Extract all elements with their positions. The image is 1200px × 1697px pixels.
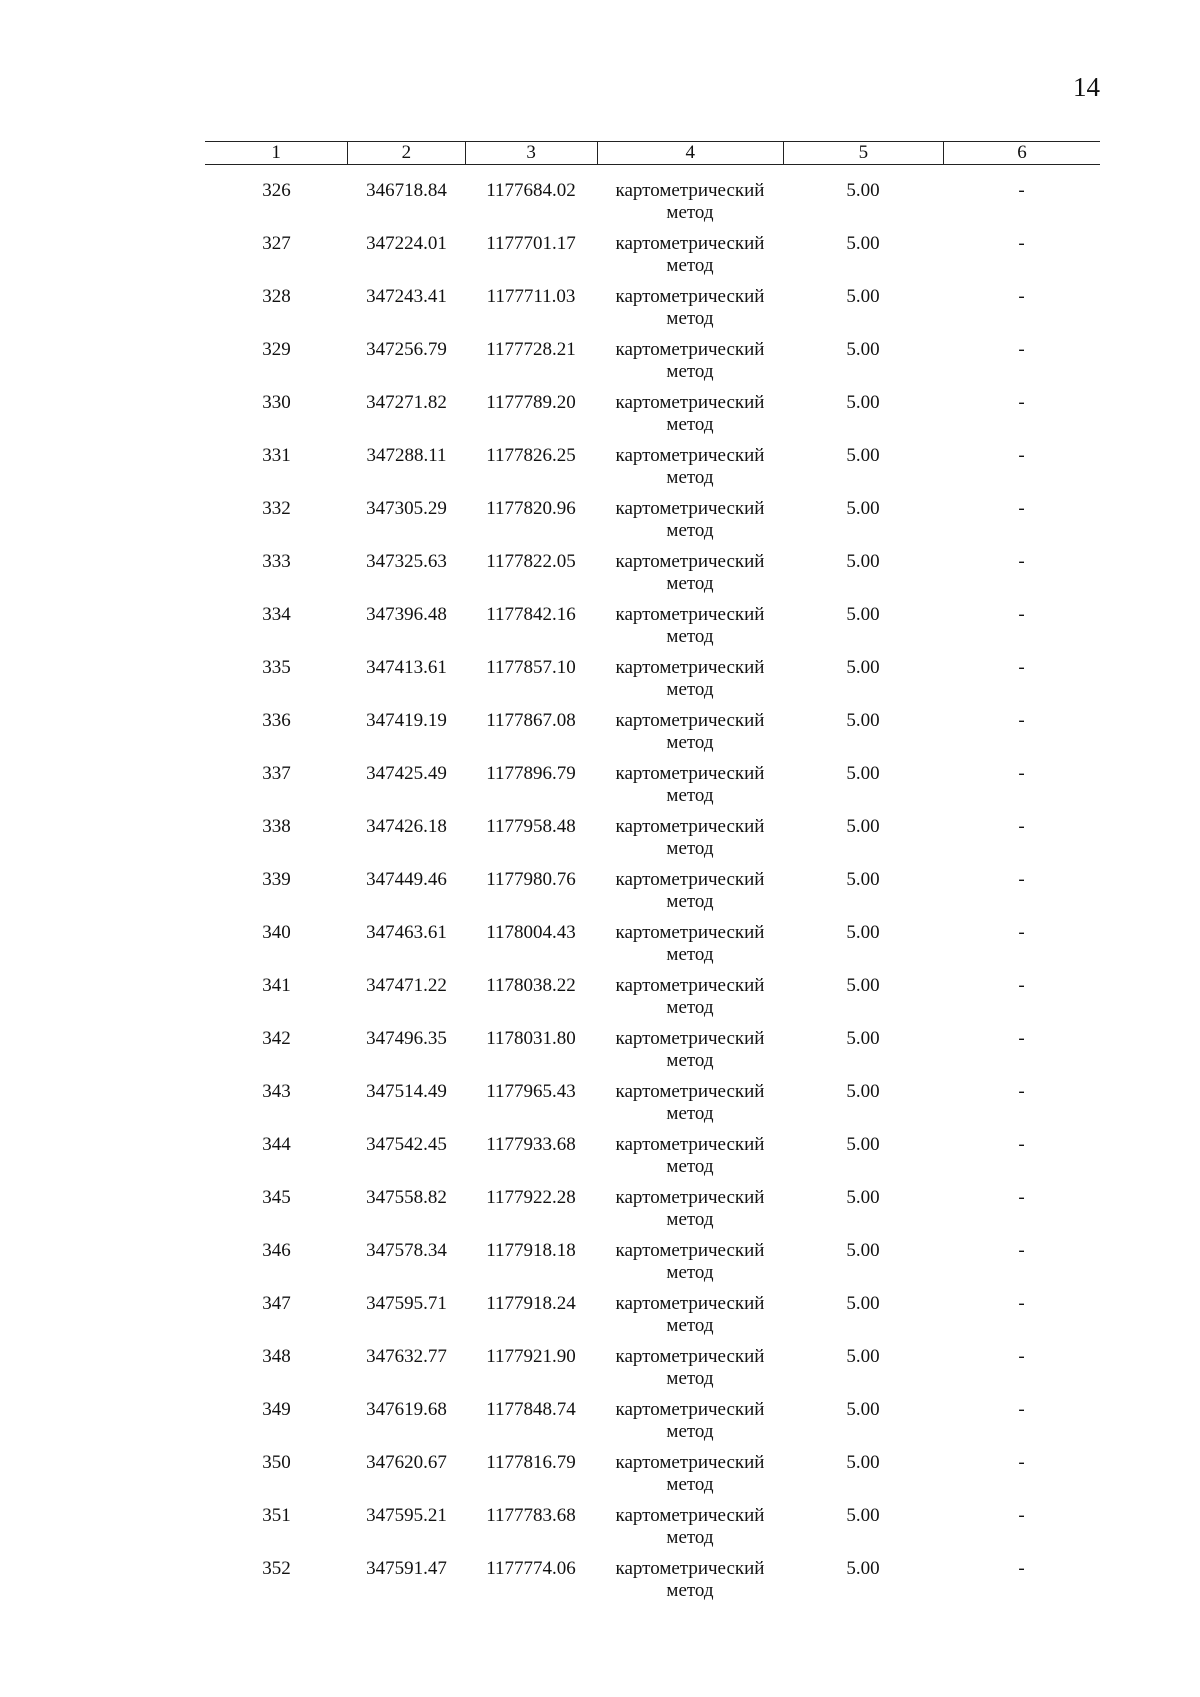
coordinate-x: 347591.47 bbox=[366, 1558, 447, 1579]
accuracy-value: 5.00 bbox=[846, 445, 880, 466]
point-number: 337 bbox=[262, 763, 291, 784]
coordinate-x: 347542.45 bbox=[366, 1134, 447, 1155]
accuracy-value: 5.00 bbox=[846, 1134, 880, 1155]
method-cell bbox=[597, 445, 783, 498]
table-row bbox=[205, 445, 1100, 498]
method-line-2: метод bbox=[666, 1262, 714, 1283]
accuracy-value: 5.00 bbox=[846, 551, 880, 572]
method-cell bbox=[597, 286, 783, 339]
coordinate-y: 1177822.05 bbox=[486, 551, 576, 572]
note-value: - bbox=[1018, 551, 1025, 572]
method-cell bbox=[597, 922, 783, 975]
method-cell bbox=[597, 1293, 783, 1346]
point-number: 342 bbox=[262, 1028, 291, 1049]
coordinate-y: 1177896.79 bbox=[486, 763, 576, 784]
header-col-4: 4 bbox=[598, 142, 784, 164]
table-row bbox=[205, 1240, 1100, 1293]
coordinate-y: 1177980.76 bbox=[486, 869, 576, 890]
table-row bbox=[205, 1346, 1100, 1399]
accuracy-value: 5.00 bbox=[846, 1240, 880, 1261]
accuracy-value: 5.00 bbox=[846, 286, 880, 307]
accuracy-value: 5.00 bbox=[846, 180, 880, 201]
method-line-1: картометрический bbox=[615, 1187, 765, 1208]
table-row bbox=[205, 1081, 1100, 1134]
method-line-2: метод bbox=[666, 467, 714, 488]
coordinate-y: 1177848.74 bbox=[486, 1399, 576, 1420]
coordinate-x: 347419.19 bbox=[366, 710, 447, 731]
table-row bbox=[205, 339, 1100, 392]
coordinate-x: 347619.68 bbox=[366, 1399, 447, 1420]
accuracy-value: 5.00 bbox=[846, 763, 880, 784]
method-line-2: метод bbox=[666, 1050, 714, 1071]
coordinate-x: 347449.46 bbox=[366, 869, 447, 890]
table-row bbox=[205, 710, 1100, 763]
coordinate-x: 347271.82 bbox=[366, 392, 447, 413]
coordinate-y: 1177783.68 bbox=[486, 1505, 576, 1526]
method-cell bbox=[597, 763, 783, 816]
method-line-1: картометрический bbox=[615, 1558, 765, 1579]
method-line-1: картометрический bbox=[615, 286, 765, 307]
method-line-1: картометрический bbox=[615, 1346, 765, 1367]
accuracy-value: 5.00 bbox=[846, 1505, 880, 1526]
accuracy-value: 5.00 bbox=[846, 816, 880, 837]
method-line-2: метод bbox=[666, 626, 714, 647]
table-row bbox=[205, 286, 1100, 339]
table-row bbox=[205, 1293, 1100, 1346]
method-line-1: картометрический bbox=[615, 1293, 765, 1314]
note-value: - bbox=[1018, 339, 1025, 360]
coordinate-y: 1177867.08 bbox=[486, 710, 576, 731]
point-number: 326 bbox=[262, 180, 291, 201]
method-line-2: метод bbox=[666, 573, 714, 594]
coordinate-x: 347426.18 bbox=[366, 816, 447, 837]
table-row bbox=[205, 1452, 1100, 1505]
coordinate-x: 346718.84 bbox=[366, 180, 447, 201]
method-cell bbox=[597, 233, 783, 286]
coordinate-x: 347256.79 bbox=[366, 339, 447, 360]
point-number: 341 bbox=[262, 975, 291, 996]
method-line-1: картометрический bbox=[615, 180, 765, 201]
note-value: - bbox=[1018, 604, 1025, 625]
point-number: 327 bbox=[262, 233, 291, 254]
point-number: 348 bbox=[262, 1346, 291, 1367]
coordinate-x: 347471.22 bbox=[366, 975, 447, 996]
table-body bbox=[205, 180, 1100, 1611]
point-number: 347 bbox=[262, 1293, 291, 1314]
coordinate-x: 347496.35 bbox=[366, 1028, 447, 1049]
table-row bbox=[205, 816, 1100, 869]
method-line-1: картометрический bbox=[615, 710, 765, 731]
method-line-1: картометрический bbox=[615, 445, 765, 466]
note-value: - bbox=[1018, 286, 1025, 307]
method-line-2: метод bbox=[666, 732, 714, 753]
method-cell bbox=[597, 498, 783, 551]
method-line-1: картометрический bbox=[615, 975, 765, 996]
table-row bbox=[205, 1505, 1100, 1558]
table-row bbox=[205, 1187, 1100, 1240]
point-number: 338 bbox=[262, 816, 291, 837]
note-value: - bbox=[1018, 1505, 1025, 1526]
method-line-2: метод bbox=[666, 520, 714, 541]
table-row bbox=[205, 763, 1100, 816]
note-value: - bbox=[1018, 445, 1025, 466]
point-number: 329 bbox=[262, 339, 291, 360]
accuracy-value: 5.00 bbox=[846, 1187, 880, 1208]
table-row bbox=[205, 922, 1100, 975]
coordinate-y: 1177711.03 bbox=[486, 286, 576, 307]
method-cell bbox=[597, 1187, 783, 1240]
note-value: - bbox=[1018, 1452, 1025, 1473]
method-line-1: картометрический bbox=[615, 1081, 765, 1102]
accuracy-value: 5.00 bbox=[846, 339, 880, 360]
coordinate-x: 347595.71 bbox=[366, 1293, 447, 1314]
coordinate-y: 1177958.48 bbox=[486, 816, 576, 837]
point-number: 350 bbox=[262, 1452, 291, 1473]
table-row bbox=[205, 1399, 1100, 1452]
header-col-5: 5 bbox=[784, 142, 944, 164]
note-value: - bbox=[1018, 922, 1025, 943]
coordinate-x: 347243.41 bbox=[366, 286, 447, 307]
accuracy-value: 5.00 bbox=[846, 1399, 880, 1420]
note-value: - bbox=[1018, 1558, 1025, 1579]
accuracy-value: 5.00 bbox=[846, 233, 880, 254]
method-line-2: метод bbox=[666, 1103, 714, 1124]
coordinate-y: 1177933.68 bbox=[486, 1134, 576, 1155]
accuracy-value: 5.00 bbox=[846, 1081, 880, 1102]
coordinate-y: 1177922.28 bbox=[486, 1187, 576, 1208]
coordinate-y: 1177918.18 bbox=[486, 1240, 576, 1261]
table-row bbox=[205, 498, 1100, 551]
note-value: - bbox=[1018, 498, 1025, 519]
table-row bbox=[205, 233, 1100, 286]
method-line-1: картометрический bbox=[615, 1452, 765, 1473]
accuracy-value: 5.00 bbox=[846, 657, 880, 678]
method-cell bbox=[597, 975, 783, 1028]
coordinate-x: 347514.49 bbox=[366, 1081, 447, 1102]
method-cell bbox=[597, 710, 783, 763]
method-line-1: картометрический bbox=[615, 604, 765, 625]
table-row bbox=[205, 657, 1100, 710]
method-line-1: картометрический bbox=[615, 1028, 765, 1049]
method-line-2: метод bbox=[666, 679, 714, 700]
method-line-2: метод bbox=[666, 1527, 714, 1548]
note-value: - bbox=[1018, 763, 1025, 784]
coordinate-y: 1177965.43 bbox=[486, 1081, 576, 1102]
point-number: 333 bbox=[262, 551, 291, 572]
coordinate-x: 347595.21 bbox=[366, 1505, 447, 1526]
method-line-2: метод bbox=[666, 414, 714, 435]
point-number: 334 bbox=[262, 604, 291, 625]
method-cell bbox=[597, 1399, 783, 1452]
method-cell bbox=[597, 1452, 783, 1505]
point-number: 349 bbox=[262, 1399, 291, 1420]
table-row bbox=[205, 869, 1100, 922]
note-value: - bbox=[1018, 1028, 1025, 1049]
note-value: - bbox=[1018, 1399, 1025, 1420]
coordinate-x: 347578.34 bbox=[366, 1240, 447, 1261]
point-number: 346 bbox=[262, 1240, 291, 1261]
note-value: - bbox=[1018, 1346, 1025, 1367]
note-value: - bbox=[1018, 657, 1025, 678]
coordinate-y: 1177701.17 bbox=[486, 233, 576, 254]
method-line-1: картометрический bbox=[615, 1240, 765, 1261]
note-value: - bbox=[1018, 1187, 1025, 1208]
note-value: - bbox=[1018, 1240, 1025, 1261]
method-line-1: картометрический bbox=[615, 392, 765, 413]
accuracy-value: 5.00 bbox=[846, 604, 880, 625]
note-value: - bbox=[1018, 180, 1025, 201]
point-number: 339 bbox=[262, 869, 291, 890]
method-line-2: метод bbox=[666, 1156, 714, 1177]
note-value: - bbox=[1018, 816, 1025, 837]
point-number: 344 bbox=[262, 1134, 291, 1155]
header-col-3: 3 bbox=[466, 142, 598, 164]
method-line-2: метод bbox=[666, 1580, 714, 1601]
coordinate-y: 1177789.20 bbox=[486, 392, 576, 413]
table-row bbox=[205, 1558, 1100, 1611]
table-header bbox=[205, 141, 1100, 165]
method-line-2: метод bbox=[666, 361, 714, 382]
method-cell bbox=[597, 551, 783, 604]
accuracy-value: 5.00 bbox=[846, 498, 880, 519]
method-line-1: картометрический bbox=[615, 922, 765, 943]
method-line-2: метод bbox=[666, 1209, 714, 1230]
note-value: - bbox=[1018, 233, 1025, 254]
method-cell bbox=[597, 604, 783, 657]
method-cell bbox=[597, 869, 783, 922]
coordinate-x: 347325.63 bbox=[366, 551, 447, 572]
method-cell bbox=[597, 816, 783, 869]
point-number: 351 bbox=[262, 1505, 291, 1526]
accuracy-value: 5.00 bbox=[846, 1558, 880, 1579]
coordinate-x: 347463.61 bbox=[366, 922, 447, 943]
accuracy-value: 5.00 bbox=[846, 1028, 880, 1049]
point-number: 332 bbox=[262, 498, 291, 519]
point-number: 336 bbox=[262, 710, 291, 731]
note-value: - bbox=[1018, 1134, 1025, 1155]
table-row bbox=[205, 975, 1100, 1028]
coordinate-x: 347413.61 bbox=[366, 657, 447, 678]
method-line-1: картометрический bbox=[615, 1505, 765, 1526]
method-line-2: метод bbox=[666, 1474, 714, 1495]
method-cell bbox=[597, 339, 783, 392]
method-cell bbox=[597, 1081, 783, 1134]
header-col-2: 2 bbox=[348, 142, 465, 164]
method-line-2: метод bbox=[666, 838, 714, 859]
coordinate-y: 1177826.25 bbox=[486, 445, 576, 466]
method-line-2: метод bbox=[666, 255, 714, 276]
method-line-2: метод bbox=[666, 891, 714, 912]
method-line-1: картометрический bbox=[615, 233, 765, 254]
note-value: - bbox=[1018, 710, 1025, 731]
method-line-1: картометрический bbox=[615, 869, 765, 890]
coordinate-y: 1177921.90 bbox=[486, 1346, 576, 1367]
method-line-1: картометрический bbox=[615, 1399, 765, 1420]
coordinate-x: 347620.67 bbox=[366, 1452, 447, 1473]
method-line-2: метод bbox=[666, 1315, 714, 1336]
header-col-6: 6 bbox=[1017, 142, 1027, 163]
coordinates-table bbox=[205, 141, 1100, 1611]
method-line-1: картометрический bbox=[615, 816, 765, 837]
coordinate-y: 1177684.02 bbox=[486, 180, 576, 201]
method-line-2: метод bbox=[666, 202, 714, 223]
coordinate-y: 1177918.24 bbox=[486, 1293, 576, 1314]
table-row bbox=[205, 604, 1100, 657]
accuracy-value: 5.00 bbox=[846, 869, 880, 890]
accuracy-value: 5.00 bbox=[846, 1452, 880, 1473]
note-value: - bbox=[1018, 1293, 1025, 1314]
accuracy-value: 5.00 bbox=[846, 1293, 880, 1314]
coordinate-y: 1177842.16 bbox=[486, 604, 576, 625]
coordinate-y: 1177774.06 bbox=[486, 1558, 576, 1579]
coordinate-y: 1178004.43 bbox=[486, 922, 576, 943]
coordinate-x: 347288.11 bbox=[366, 445, 447, 466]
coordinate-x: 347224.01 bbox=[366, 233, 447, 254]
accuracy-value: 5.00 bbox=[846, 975, 880, 996]
coordinate-x: 347425.49 bbox=[366, 763, 447, 784]
point-number: 345 bbox=[262, 1187, 291, 1208]
coordinate-x: 347632.77 bbox=[366, 1346, 447, 1367]
table-row bbox=[205, 1134, 1100, 1187]
point-number: 328 bbox=[262, 286, 291, 307]
method-line-2: метод bbox=[666, 785, 714, 806]
table-row bbox=[205, 180, 1100, 233]
method-line-2: метод bbox=[666, 308, 714, 329]
accuracy-value: 5.00 bbox=[846, 710, 880, 731]
coordinate-x: 347305.29 bbox=[366, 498, 447, 519]
method-line-1: картометрический bbox=[615, 339, 765, 360]
page-number: 14 bbox=[1073, 72, 1100, 102]
coordinate-y: 1177857.10 bbox=[486, 657, 576, 678]
coordinate-y: 1177820.96 bbox=[486, 498, 576, 519]
method-cell bbox=[597, 1346, 783, 1399]
accuracy-value: 5.00 bbox=[846, 392, 880, 413]
coordinate-y: 1178038.22 bbox=[486, 975, 576, 996]
coordinate-x: 347558.82 bbox=[366, 1187, 447, 1208]
point-number: 330 bbox=[262, 392, 291, 413]
table-row bbox=[205, 1028, 1100, 1081]
method-line-1: картометрический bbox=[615, 498, 765, 519]
method-cell bbox=[597, 392, 783, 445]
note-value: - bbox=[1018, 1081, 1025, 1102]
coordinate-y: 1177728.21 bbox=[486, 339, 576, 360]
method-cell bbox=[597, 1028, 783, 1081]
method-line-2: метод bbox=[666, 944, 714, 965]
method-line-1: картометрический bbox=[615, 1134, 765, 1155]
accuracy-value: 5.00 bbox=[846, 1346, 880, 1367]
coordinate-x: 347396.48 bbox=[366, 604, 447, 625]
point-number: 340 bbox=[262, 922, 291, 943]
note-value: - bbox=[1018, 975, 1025, 996]
point-number: 352 bbox=[262, 1558, 291, 1579]
method-cell bbox=[597, 1134, 783, 1187]
method-line-1: картометрический bbox=[615, 551, 765, 572]
table-row bbox=[205, 392, 1100, 445]
coordinate-y: 1177816.79 bbox=[486, 1452, 576, 1473]
method-line-1: картометрический bbox=[615, 657, 765, 678]
accuracy-value: 5.00 bbox=[846, 922, 880, 943]
point-number: 343 bbox=[262, 1081, 291, 1102]
method-line-2: метод bbox=[666, 997, 714, 1018]
note-value: - bbox=[1018, 869, 1025, 890]
method-cell bbox=[597, 1505, 783, 1558]
method-line-1: картометрический bbox=[615, 763, 765, 784]
note-value: - bbox=[1018, 392, 1025, 413]
method-cell bbox=[597, 1240, 783, 1293]
coordinate-y: 1178031.80 bbox=[486, 1028, 576, 1049]
point-number: 335 bbox=[262, 657, 291, 678]
method-line-2: метод bbox=[666, 1421, 714, 1442]
point-number: 331 bbox=[262, 445, 291, 466]
method-cell bbox=[597, 180, 783, 233]
method-cell bbox=[597, 657, 783, 710]
header-col-1: 1 bbox=[205, 142, 348, 164]
table-row bbox=[205, 551, 1100, 604]
method-line-2: метод bbox=[666, 1368, 714, 1389]
method-cell bbox=[597, 1558, 783, 1611]
